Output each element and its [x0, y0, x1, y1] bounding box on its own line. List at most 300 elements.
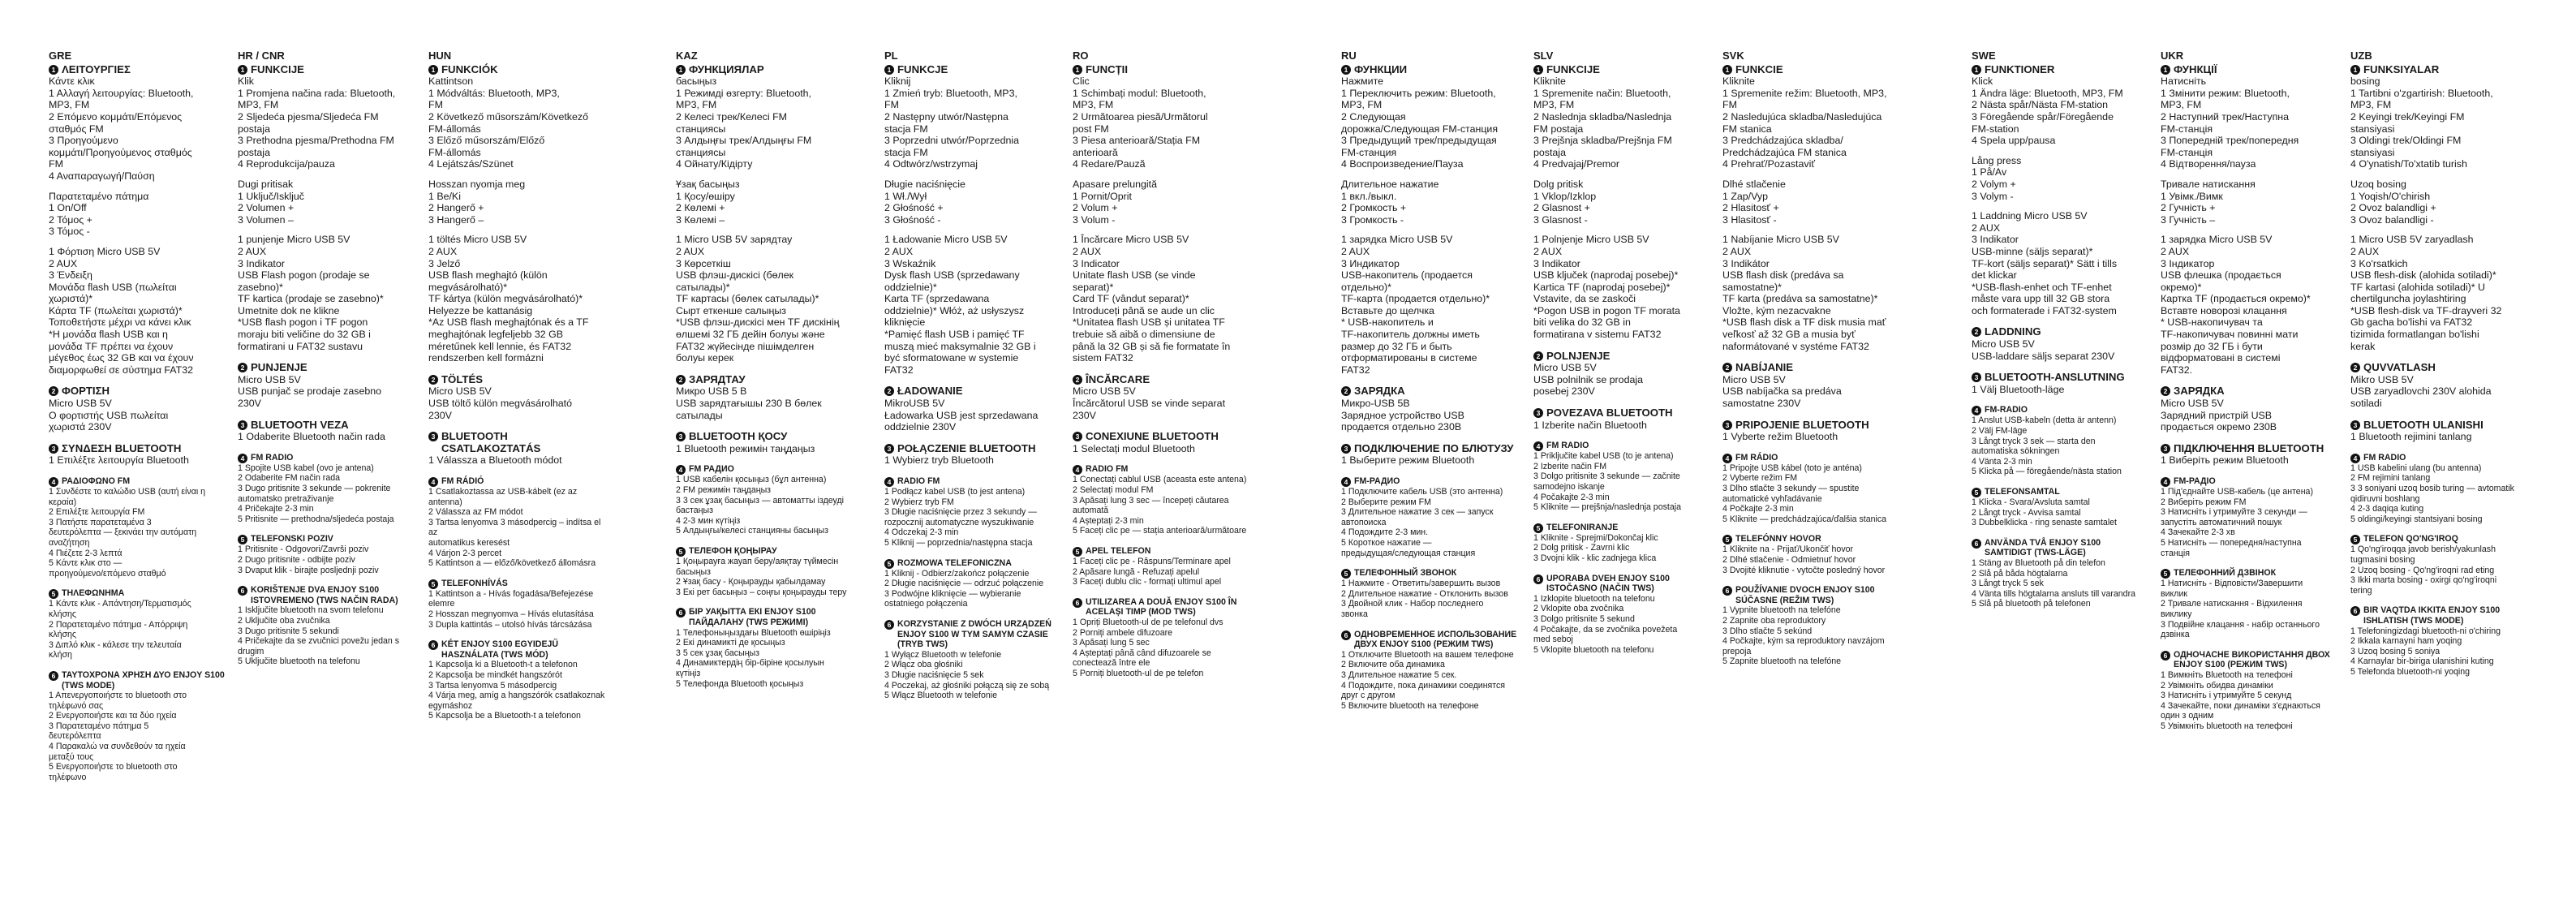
instruction-line: 3 Двойной клик - Набор последнего [1341, 599, 1484, 609]
section-heading [238, 362, 416, 374]
instruction-line: veľkosť až 32 GB a musia byť [1722, 329, 1856, 341]
instruction-line: FAT32 [884, 364, 914, 376]
instruction-line: 1 Anslut USB-kabeln (detta är antenn) [1972, 415, 2117, 426]
instruction-line: stacja FM [884, 146, 928, 158]
instruction-line: och formaterade i FAT32-system [1972, 304, 2117, 316]
instruction-line: 1 Bluetooth режимін таңдаңыз [676, 442, 815, 454]
instruction-line: Ұзақ басыңыз [676, 178, 740, 190]
section-title: TELEFONIRANJE [1546, 522, 1619, 532]
instruction-line: 4 Παρακαλώ να συνδεθούν τα ηχεία [49, 742, 186, 752]
instruction-line: 2 AUX [676, 245, 705, 257]
instruction-line: USB ključek (naprodaj posebej)* [1533, 269, 1679, 282]
instruction-line: FM postaja [1533, 123, 1584, 135]
instruction-line: 1 Ändra läge: Bluetooth, MP3, FM [1972, 87, 2123, 99]
section-title: ÎNCĂRCARE [1086, 372, 1150, 385]
instruction-line: 2 Hosszan megnyomva – Hívás elutasítása [428, 609, 594, 619]
instruction-line: 3 5 сек ұзақ басыңыз [676, 648, 760, 658]
instruction-line: 3 Dugo pritisnite 5 sekundi [238, 626, 339, 636]
manual-section [2350, 453, 2529, 525]
instruction-line: σταθμός FM [49, 123, 104, 135]
instruction-line: 5 Алдыңғы/келесі станцияны басыңыз [676, 526, 828, 536]
instruction-line: TF-kort (säljs separat)* Sätt i tills [1972, 257, 2118, 269]
instruction-line: 2 Wybierz tryb FM [884, 497, 954, 507]
instruction-line: 1 Schimbați modul: Bluetooth, [1073, 87, 1206, 99]
instruction-group [1341, 179, 1520, 226]
instruction-line: 3 Екі рет басыңыз – соңғы қоңырауды теру [676, 587, 847, 597]
instruction-group [676, 557, 854, 597]
instruction-line: Micro USB 5V [428, 385, 492, 398]
section-number-badge: 2 [238, 363, 247, 372]
instruction-line: 1 Қосу/өшіру [676, 190, 735, 202]
language-code: SLV [1533, 49, 1554, 62]
instruction-line: 4 Динамиктердің бір-біріне қосылуын [676, 658, 824, 669]
section-title: TELEFONSAMTAL [1985, 487, 2060, 497]
section-title: ΣΥΝΔΕΣΗ BLUETOOTH [62, 441, 182, 454]
instruction-line: Зарядное устройство USB [1341, 409, 1464, 421]
section-heading [676, 374, 854, 386]
instruction-line: * USB-накопитель и [1341, 316, 1434, 329]
instruction-group [1533, 533, 1712, 564]
instruction-group [428, 487, 607, 569]
instruction-line: Вставьте до щелчка [1341, 304, 1434, 316]
instruction-line: бастаңыз [676, 506, 713, 516]
instruction-line: samostatne 230V [1722, 398, 1801, 410]
section-number-badge: 5 [1533, 523, 1543, 533]
section-title: BLUETOOTH ULANISHI [2363, 418, 2484, 431]
instruction-line: Unitate flash USB (se vinde [1073, 269, 1196, 282]
instruction-line: Κάντε κλικ [49, 75, 95, 88]
instruction-line: 3 Indikator [1533, 257, 1580, 269]
instruction-line: 4 Počakajte, da se zvočnika povežeta [1533, 624, 1678, 635]
instruction-line: 4 O'ynatish/To'xtatib turish [2350, 158, 2467, 170]
section-heading [1341, 385, 1520, 398]
instruction-line: bosing [2350, 75, 2380, 88]
instruction-line: formatirana v sistemu FAT32 [1533, 329, 1662, 341]
instruction-line: Lång press [1972, 154, 2022, 166]
instruction-line: 3 Dupla kattintás – utolsó hívás tárcsázása [428, 619, 592, 630]
instruction-line: 2 Екі динамикті де қосыңыз [676, 638, 785, 648]
instruction-group [884, 179, 1063, 226]
instruction-line: 2 Hangerő + [428, 202, 484, 214]
instruction-line: 4 Redare/Pauză [1073, 158, 1146, 170]
instruction-line: 3 Πατήστε παρατεταμένα 3 [49, 517, 152, 527]
instruction-line: 4 Predvajaj/Premor [1533, 158, 1620, 170]
instruction-group [884, 234, 1063, 376]
instruction-line: 1 Selectați modul Bluetooth [1073, 442, 1195, 454]
language-code: HR / CNR [238, 49, 285, 62]
instruction-line: 1 Подключите кабель USB (это антенна) [1341, 487, 1503, 497]
instruction-line: Ładowarka USB jest sprzedawana [884, 409, 1039, 421]
instruction-group [2350, 463, 2529, 525]
instruction-line: μέγεθος έως 32 GB και να έχουν [49, 352, 194, 364]
instruction-group [1722, 234, 1901, 352]
instruction-line: oddzielnie)* Włóż, aż usłyszysz [884, 304, 1025, 316]
instruction-line: 1 Válassza a Bluetooth módot [428, 454, 562, 467]
instruction-group [1533, 234, 1712, 340]
section-heading [49, 443, 227, 455]
section-number-badge: 6 [1341, 630, 1351, 640]
section-number-badge: 6 [2350, 606, 2360, 616]
instruction-line: FM-állomás [428, 146, 481, 158]
manual-section [49, 64, 227, 377]
manual-section [1341, 64, 1520, 377]
instruction-line: 2 Громкость + [1341, 202, 1407, 214]
instruction-line: 3 Wskaźnik [884, 257, 936, 269]
section-title: FUNKTIONER [1985, 62, 2055, 75]
instruction-line: күтіңіз [676, 668, 701, 678]
instruction-line: 1 зарядка Micro USB 5V [2161, 234, 2273, 246]
instruction-line: 2 Vklopite oba zvočnika [1533, 604, 1624, 614]
instruction-line: μονάδα TF πρέπει να έχουν [49, 340, 174, 352]
section-number-badge: 6 [2161, 651, 2170, 661]
section-heading [1722, 453, 1901, 463]
instruction-line: post FM [1073, 123, 1109, 135]
section-heading [1341, 568, 1520, 579]
instruction-line: 3 Попередній трек/попередня [2161, 135, 2299, 147]
instruction-line: 4 Počkajte, kým sa reproduktory navzájom [1722, 636, 1885, 647]
instruction-line: 3 Głośność - [884, 213, 941, 226]
section-number-badge: 3 [49, 444, 58, 454]
instruction-group [428, 660, 607, 721]
instruction-line: MP3, FM [1533, 99, 1575, 111]
instruction-line: δευτερόλεπτα — ξεκινάει την αυτόματη [49, 527, 197, 538]
section-title: UPORABA DVEH ENJOY S100 ISTOČASNO (NAČIN TWS) [1546, 573, 1670, 594]
instruction-line: 2 Nasledujúca skladba/Nasledujúca [1722, 110, 1882, 123]
instruction-line: 2 Тривале натискання - Відхилення [2161, 599, 2303, 609]
instruction-group [1341, 234, 1520, 376]
instruction-line: 3 Dolgo pritisnite 5 sekund [1533, 613, 1635, 624]
section-number-badge: 1 [1073, 65, 1082, 75]
language-column [428, 50, 607, 731]
instruction-group [1073, 618, 1251, 679]
section-heading [2350, 64, 2529, 76]
section-number-badge: 1 [1341, 65, 1351, 75]
instruction-group [1533, 451, 1712, 513]
instruction-line: Micro USB 5V [238, 373, 301, 385]
instruction-line: 2 Apăsare lungă - Refuzați apelul [1073, 566, 1200, 577]
section-title: PRIPOJENIE BLUETOOTH [1735, 418, 1869, 431]
instruction-line: FAT32. [2161, 364, 2193, 376]
instruction-line: окремо)* [2161, 281, 2202, 293]
instruction-line: 5 Włącz Bluetooth w telefonie [884, 691, 997, 701]
section-title: ТЕЛЕФОН ҚОҢЫРАУ [689, 545, 777, 556]
instruction-line: 3 Föregående spår/Föregående [1972, 110, 2114, 123]
instruction-line: biti velika do 32 GB in [1533, 316, 1631, 329]
instruction-line: 3 3 soniyani uzoq bosib turing — avtomatik [2350, 484, 2514, 493]
section-title: ЗАРЯДКА [2174, 385, 2225, 398]
instruction-line: FM [1722, 99, 1737, 111]
instruction-line: басыңыз [676, 566, 711, 577]
instruction-line: 5 Uključite bluetooth na telefonu [238, 656, 360, 667]
instruction-group [1073, 385, 1251, 421]
instruction-line: 4 Poczekaj, aż głośniki połączą się ze sobą [884, 680, 1050, 691]
instruction-line: 1 Pornit/Oprit [1073, 190, 1132, 202]
instruction-line: separat)* [1073, 281, 1114, 293]
instruction-line: formatirani u FAT32 sustavu [238, 340, 363, 352]
instruction-line: 3 Hangerő – [428, 213, 484, 226]
instruction-group [676, 443, 854, 455]
manual-section [428, 639, 607, 721]
instruction-line: τηλέφωνό σας [49, 700, 104, 711]
instruction-line: 1 Вимкніть Bluetooth на телефоні [2161, 669, 2293, 680]
instruction-line: USB flash meghajtó (külön [428, 269, 548, 282]
section-title: RADIO FM [897, 476, 940, 486]
instruction-line: USB-laddare säljs separat 230V [1972, 350, 2115, 362]
instruction-group [1972, 558, 2150, 609]
instruction-line: запустіть автоматичний пошук [2161, 517, 2282, 527]
instruction-line: egymáshoz [428, 700, 473, 711]
instruction-line: 5 Kliknite — prejšnja/naslednja postaja [1533, 502, 1681, 513]
section-title: ОДНОВРЕМЕННОЕ ИСПОЛЬЗОВАНИЕ ДВУХ ENJOY S100 (РЕЖИМ TWS) [1354, 629, 1517, 650]
section-number-badge: 5 [676, 547, 686, 557]
language-column [1073, 50, 1251, 689]
instruction-group [2161, 179, 2339, 226]
instruction-line: 3 Poprzedni utwór/Poprzednia [884, 135, 1019, 147]
instruction-line: 1 USB кабелін қосыңыз (бұл антенна) [676, 475, 827, 485]
instruction-line: tizimida formatlangan bo'lishi [2350, 329, 2479, 341]
instruction-group [49, 691, 227, 782]
manual-section [1722, 64, 1901, 353]
instruction-line: διαμορφωθεί σε σύστημα FAT32 [49, 364, 194, 376]
instruction-line: Нажмите [1341, 75, 1383, 88]
instruction-line: 2 Uključite oba zvučnika [238, 615, 330, 626]
language-code: UZB [2350, 49, 2372, 62]
instruction-line: *Η μονάδα flash USB και η [49, 329, 168, 341]
instruction-line: 1 Podłącz kabel USB (to jest antena) [884, 487, 1026, 497]
instruction-group [1972, 210, 2150, 316]
language-code: HUN [428, 49, 452, 62]
manual-section [2161, 443, 2339, 467]
instruction-group [238, 234, 416, 352]
instruction-line: naformátované v systéme FAT32 [1722, 340, 1869, 352]
section-title: FM RADIO [2363, 452, 2406, 463]
section-title: TELEFÓNNY HOVOR [1735, 534, 1821, 544]
instruction-group [2350, 374, 2529, 410]
instruction-line: 1 Kliknite na - Prijať/Ukončiť hovor [1722, 544, 1854, 555]
section-title: FM RÁDIÓ [441, 476, 484, 486]
instruction-line: 3 Натисніть і утримуйте 3 секунди — [2161, 507, 2307, 518]
instruction-line: 3 Volum - [1073, 213, 1116, 226]
instruction-group [884, 398, 1063, 433]
instruction-line: Зарядний пристрій USB [2161, 409, 2273, 421]
instruction-line: 4 Odczekaj 2-3 min [884, 527, 959, 538]
instruction-line: 2 Τόμος + [49, 213, 92, 226]
instruction-line: 3 Indikátor [1722, 257, 1770, 269]
section-heading [676, 546, 854, 557]
section-title: BIR VAQTDA IKKITA ENJOY S100 ISHLATISH (TWS MODE) [2363, 605, 2501, 626]
instruction-line: 4 Spela upp/pausa [1972, 135, 2056, 147]
manual-section [1073, 464, 1251, 536]
manual-section [1073, 431, 1251, 454]
instruction-line: Микро-USB 5В [1341, 398, 1410, 410]
instruction-line: продається окремо 230В [2161, 421, 2277, 433]
instruction-line: 3 Гучність – [2161, 213, 2216, 226]
instruction-line: 3 Προηγούμενο [49, 135, 118, 147]
instruction-line: 5 Telefonda bluetooth-ni yoqing [2350, 666, 2471, 677]
instruction-line: 1 Yoqish/O'chirish [2350, 190, 2431, 202]
instruction-group [1722, 463, 1901, 525]
section-number-badge: 6 [1073, 598, 1082, 608]
instruction-line: 1 Odaberite Bluetooth način rada [238, 431, 385, 443]
instruction-line: până la 32 GB și să fie formatate în [1073, 340, 1231, 352]
instruction-line: kliknięcie [884, 316, 926, 329]
instruction-line: MikroUSB 5V [884, 398, 945, 410]
instruction-line: 1 Pritisnite - Odgovori/Završi poziv [238, 544, 369, 555]
instruction-line: 1 Під'єднайте USB-кабель (це антена) [2161, 487, 2313, 497]
section-heading [428, 431, 607, 454]
instruction-line: 1 Wyłącz Bluetooth w telefonie [884, 649, 1002, 660]
instruction-line: zasebno)* [238, 281, 283, 293]
instruction-line: 4 Počakajte 2-3 min [1533, 492, 1610, 502]
instruction-line: 1 Переключить режим: Bluetooth, [1341, 87, 1496, 99]
instruction-line: TF картасы (бөлек сатылады)* [676, 293, 819, 305]
instruction-group [49, 454, 227, 467]
instruction-line: 2 Następny utwór/Następna [884, 110, 1008, 123]
instruction-line: 2 Dugo pritisnite - odbijte poziv [238, 554, 355, 565]
instruction-line: Kliknite [1533, 75, 1566, 88]
instruction-line: 1 зарядка Micro USB 5V [1341, 234, 1453, 246]
section-title: RADIO FM [1086, 464, 1129, 475]
instruction-line: Dolg pritisk [1533, 178, 1584, 190]
instruction-line: 4 Așteptați până când difuzoarele se [1073, 648, 1211, 658]
instruction-group [676, 179, 854, 226]
instruction-line: Clic [1073, 75, 1090, 88]
section-heading [1073, 464, 1251, 475]
instruction-line: muszą mieć maksymalnie 32 GB i [884, 340, 1036, 352]
instruction-line: 1 Bluetooth rejimini tanlang [2350, 431, 2472, 443]
instruction-line: 2 Keyingi trek/Keyingi FM [2350, 110, 2465, 123]
manual-section [1533, 523, 1712, 564]
section-heading [2161, 650, 2339, 670]
instruction-line: 4 Karnaylar bir-biriga ulanishini kuting [2350, 656, 2494, 667]
instruction-line: Микро USB 5 В [676, 385, 747, 398]
section-number-badge: 2 [2161, 386, 2170, 396]
section-number-badge: 4 [1972, 406, 1981, 415]
instruction-line: Вставте новорозі клацання [2161, 304, 2287, 316]
manual-section [238, 420, 416, 443]
instruction-group [1972, 415, 2150, 477]
instruction-line: *USB флэш-дискісі мен TF дискінің [676, 316, 840, 329]
instruction-group [2161, 454, 2339, 467]
instruction-group [1972, 497, 2150, 528]
instruction-line: Predchádzajúca FM stanica [1722, 146, 1847, 158]
instruction-line: 1 Qo'ng'iroqqa javob berish/yakunlash [2350, 544, 2496, 555]
section-title: ANVÄNDA TVÅ ENJOY S100 SAMTIDIGT (TWS-LÄGE) [1985, 537, 2101, 558]
instruction-line: 1 Klicka - Svara/Avsluta samtal [1972, 497, 2090, 507]
instruction-group [2350, 234, 2529, 352]
instruction-line: 2 Виберіть режим FM [2161, 497, 2247, 507]
instruction-line: 2 AUX [1533, 245, 1563, 257]
instruction-line: Klick [1972, 75, 1993, 88]
instruction-line: 5 Kattintson a — előző/következő állomásra [428, 558, 596, 569]
instruction-line: 230V [1073, 409, 1096, 421]
manual-section [676, 64, 854, 364]
instruction-line: 5 Натисніть — попередня/наступна [2161, 537, 2302, 548]
language-column [1341, 50, 1520, 721]
instruction-line: 5 Zapnite bluetooth na telefóne [1722, 656, 1842, 667]
instruction-line: Παρατεταμένο πάτημα [49, 190, 149, 202]
instruction-line: 3 Ko'rsatkich [2350, 257, 2408, 269]
instruction-line: 1 Kliknij - Odbierz/zakończ połączenie [884, 568, 1030, 579]
section-heading [428, 64, 607, 76]
instruction-line: 2 Επόμενο κομμάτι/Επόμενος [49, 110, 183, 123]
instruction-line: 1 Încărcare Micro USB 5V [1073, 234, 1189, 246]
section-number-badge: 6 [1722, 586, 1732, 596]
instruction-line: 2 Παρατεταμένο πάτημα - Απόρριψη [49, 619, 188, 630]
manual-section [884, 385, 1063, 432]
instruction-line: meghajtónak legfeljebb 32 GB [428, 329, 564, 341]
instruction-line: FM-станція [2161, 123, 2213, 135]
instruction-line: MP3, FM [1341, 99, 1383, 111]
manual-section [1533, 407, 1712, 431]
instruction-line: 1 Telefoningizdagi bluetooth-ni o'chiring [2350, 626, 2501, 636]
instruction-line: 4 Lejátszás/Szünet [428, 158, 514, 170]
manual-sheet [49, 50, 2556, 894]
manual-section [676, 431, 854, 454]
section-title: ПОДКЛЮЧЕНИЕ ПО БЛЮТУЗУ [1354, 441, 1514, 454]
instruction-line: 1 Nabíjanie Micro USB 5V [1722, 234, 1839, 246]
instruction-line: 4 Počkajte 2-3 min [1722, 504, 1794, 514]
instruction-line: Apasare prelungită [1073, 178, 1158, 190]
instruction-group [238, 431, 416, 443]
instruction-line: postaja [238, 123, 270, 135]
manual-section [2161, 385, 2339, 432]
instruction-line: TF kartasi (alohida sotiladi)* U [2350, 281, 2485, 293]
instruction-line: 2 Επιλέξτε λειτουργία FM [49, 507, 145, 518]
section-title: ΡΑΔΙΟΦΩΝΟ FM [62, 476, 131, 486]
manual-section [49, 476, 227, 579]
section-title: БІР УАҚЫТТА ЕКІ ENJOY S100 ПАЙДАЛАНУ (TWS РЕЖИМІ) [689, 607, 816, 627]
instruction-group [1722, 179, 1901, 226]
language-code: SVK [1722, 49, 1744, 62]
instruction-line: qidiruvni boshlang [2350, 493, 2420, 504]
instruction-line: 1 USB kabelini ulang (bu antenna) [2350, 463, 2482, 473]
instruction-line: виклик [2161, 588, 2188, 599]
instruction-line: 2 Көлемі + [676, 202, 725, 214]
instruction-line: відформатовані в системі [2161, 352, 2281, 364]
instruction-group [884, 75, 1063, 170]
instruction-group [2161, 487, 2339, 558]
instruction-line: FM [428, 99, 443, 111]
instruction-line: Umetnite dok ne klikne [238, 304, 340, 316]
instruction-group [1073, 75, 1251, 170]
manual-section [676, 546, 854, 597]
section-number-badge: 5 [1722, 535, 1732, 544]
section-title: ЗАРЯДТАУ [689, 372, 746, 385]
instruction-line: 5 oldingi/keyingi stantsiyani bosing [2350, 514, 2483, 524]
instruction-line: måste vara upp till 32 GB stora [1972, 293, 2110, 305]
section-heading [884, 443, 1063, 455]
instruction-line: 2 Volym + [1972, 178, 2016, 190]
instruction-line: 3 Ένδειξη [49, 269, 92, 282]
section-number-badge: 6 [1533, 574, 1543, 584]
instruction-group [1533, 362, 1712, 398]
section-heading [2350, 453, 2529, 463]
section-number-badge: 3 [1341, 444, 1351, 454]
section-number-badge: 6 [238, 586, 247, 596]
instruction-line: Τοποθετήστε μέχρι να κάνει κλικ [49, 316, 191, 329]
instruction-line: 3 Piesa anterioară/Stația FM [1073, 135, 1201, 147]
instruction-line: Micro USB 5V [1533, 362, 1597, 374]
instruction-line: 1 Vklop/Izklop [1533, 190, 1597, 202]
instruction-line: 2 Ενεργοποιήστε και τα δύο ηχεία [49, 711, 177, 721]
manual-section [1972, 538, 2150, 609]
instruction-line: 1 On/Off [49, 202, 87, 214]
instruction-group [1972, 338, 2150, 362]
instruction-line: 4 Pričekajte 2-3 min [238, 504, 314, 514]
instruction-line: oddzielnie)* [884, 281, 937, 293]
instruction-line: Картка TF (продається окремо)* [2161, 293, 2311, 305]
